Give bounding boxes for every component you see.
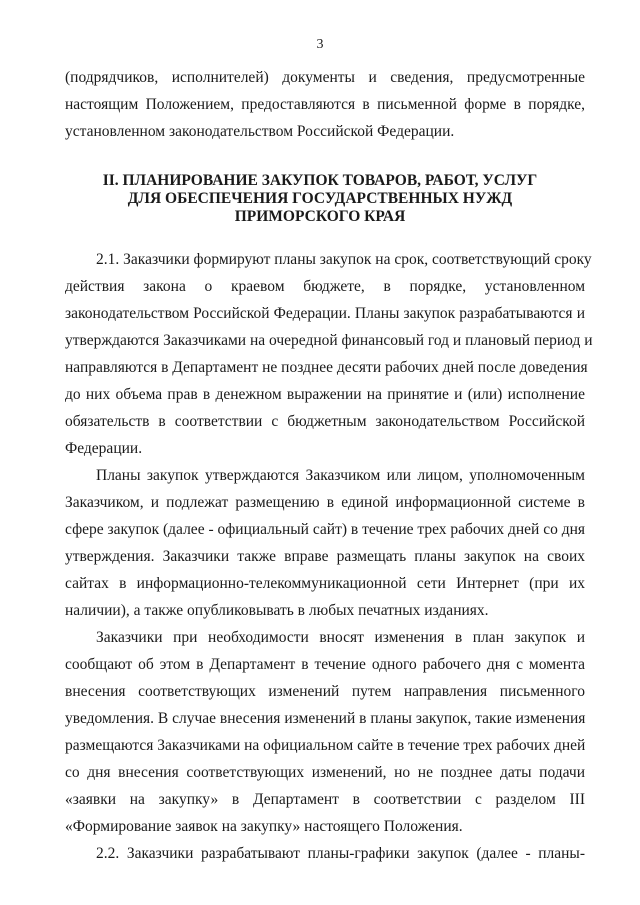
- paragraph-line: утверждаются Заказчиками на очередной финансовый год и плановый период и: [65, 332, 593, 349]
- paragraph-line: утверждения. Заказчики также вправе размещать планы закупок на своих: [65, 548, 585, 565]
- intro-line: установленном законодательством Российской Федерации.: [65, 123, 455, 140]
- paragraph-line: внесения соответствующих изменений путем направления письменного: [65, 683, 585, 700]
- paragraph-line: Федерации.: [65, 440, 143, 457]
- paragraph-line: законодательством Российской Федерации. Планы закупок разрабатываются и: [65, 305, 585, 322]
- paragraph-line: размещаются Заказчиками на официальном сайте в течение трех рабочих дней: [65, 737, 586, 754]
- paragraph-line: Заказчики при необходимости вносят изменения в план закупок и: [96, 629, 585, 646]
- paragraph-line: обязательств в соответствии с бюджетным законодательством Российской: [65, 413, 585, 430]
- page-number: 3: [316, 37, 324, 52]
- paragraph-line: 2.2. Заказчики разрабатывают планы-графики закупок (далее - планы-: [96, 845, 585, 862]
- paragraph-line: направляются в Департамент не позднее десяти рабочих дней после доведения: [65, 359, 588, 376]
- section-heading: [64, 172, 576, 226]
- intro-line: (подрядчиков, исполнителей) документы и сведения, предусмотренные: [65, 69, 585, 86]
- section-heading-line: ДЛЯ ОБЕСПЕЧЕНИЯ ГОСУДАРСТВЕННЫХ НУЖД: [127, 190, 513, 207]
- paragraph-line: действия закона о краевом бюджете, в порядке, установленном: [65, 278, 585, 295]
- paragraph-line: наличии), а также опубликовывать в любых печатных изданиях.: [65, 602, 489, 619]
- paragraph-line: уведомления. В случае внесения изменений в планы закупок, такие изменения: [65, 710, 586, 727]
- section-heading-line: ПРИМОРСКОГО КРАЯ: [234, 208, 406, 225]
- section-heading-line: II. ПЛАНИРОВАНИЕ ЗАКУПОК ТОВАРОВ, РАБОТ, УСЛУГ: [102, 172, 538, 189]
- paragraph-line: Планы закупок утверждаются Заказчиком или лицом, уполномоченным: [96, 467, 585, 484]
- paragraph-line: сфере закупок (далее - официальный сайт) в течение трех рабочих дней со дня: [65, 521, 586, 538]
- paragraph-line: «Формирование заявок на закупку» настоящего Положения.: [65, 818, 463, 835]
- paragraph-line: до них объема прав в денежном выражении на принятие и (или) исполнение: [65, 386, 585, 403]
- paragraph-line: со дня внесения соответствующих изменений, но не позднее даты подачи: [65, 764, 585, 781]
- intro-line: настоящим Положением, предоставляются в письменной форме в порядке,: [65, 96, 585, 113]
- paragraph-line: Заказчиком, и подлежат размещению в единой информационной системе в: [65, 494, 585, 511]
- paragraph-line: 2.1. Заказчики формируют планы закупок на срок, соответствующий сроку: [96, 251, 592, 268]
- paragraph-line: сообщают об этом в Департамент в течение одного рабочего дня с момента: [65, 656, 585, 673]
- paragraph-line: сайтах в информационно-телекоммуникационной сети Интернет (при их: [65, 575, 585, 592]
- paragraph-line: «заявки на закупку» в Департамент в соответствии с разделом III: [65, 791, 585, 808]
